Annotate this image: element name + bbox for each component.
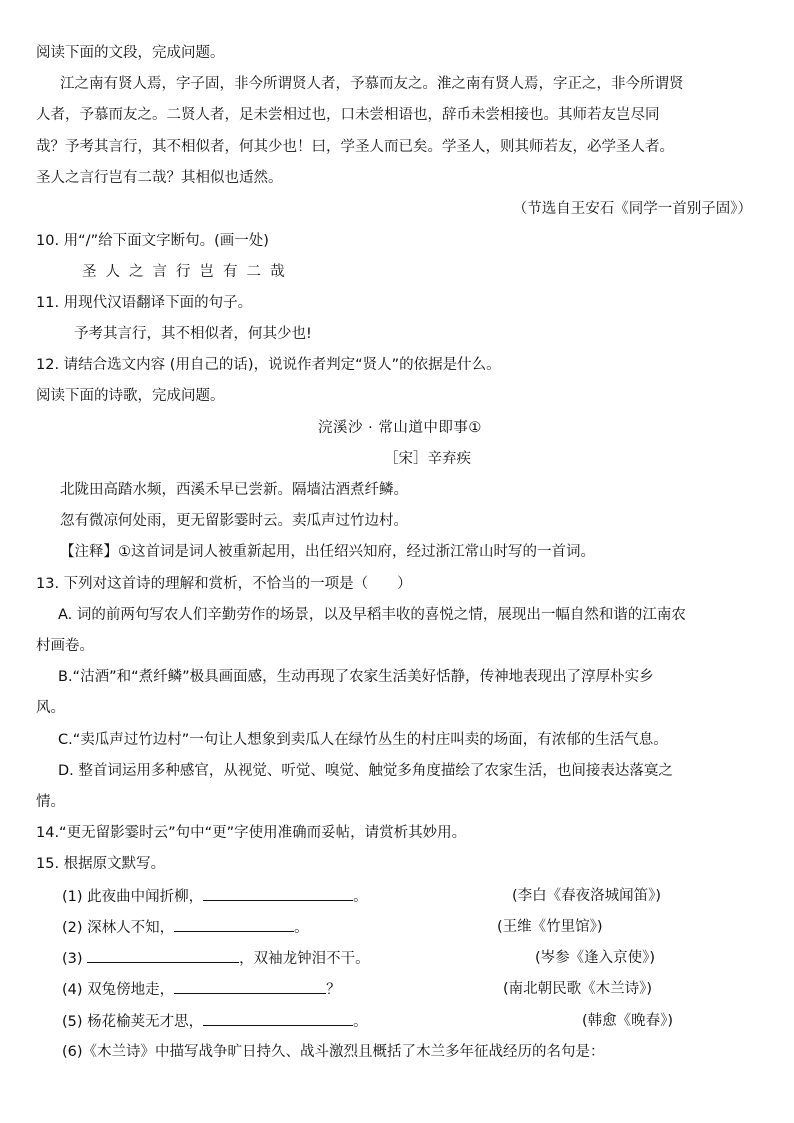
q14-prompt: 14.“更无留影霎时云”句中“更”字使用准确而妥帖，请赏析其妙用。 — [36, 825, 467, 841]
poem-note-label: 【注释】 — [60, 544, 118, 560]
q10-prompt: 10. 用“/”给下面文字断句。(画一处) — [36, 233, 269, 249]
passage1-intro: 阅读下面的文段，完成问题。 — [36, 45, 225, 61]
q15-item-5 — [62, 1011, 368, 1032]
q15-item-2 — [62, 917, 309, 938]
item-before: 双兔傍地走， — [87, 982, 175, 998]
passage1-line: 哉？予考其言行，其不相似者，何其少也！曰，学圣人而已矣。学圣人，则其师若友，必学圣人者。 — [36, 139, 674, 155]
item-after: 。 — [353, 1014, 368, 1030]
q13-option-c: C.“卖瓜声过竹边村”一句让人想象到卖瓜人在绿竹丛生的村庄叫卖的场面，有浓郁的生活气息。 — [58, 732, 668, 748]
q15-item-1-source: (李白《春夜洛城闻笛》) — [512, 888, 662, 904]
item-after: 。 — [353, 889, 368, 905]
item-after: ，双袖龙钟泪不干。 — [239, 951, 370, 967]
item-number: (5) — [62, 1014, 83, 1030]
item-after: ？ — [326, 982, 341, 998]
q15-item-6: (6)《木兰诗》中描写战争旷日持久、战斗激烈且概括了木兰多年征战经历的名句是： — [62, 1044, 605, 1060]
passage1-source: （节选自王安石《同学一首别子固》） — [512, 201, 752, 217]
q13-option-a-cont: 村画卷。 — [36, 638, 94, 654]
q13-option-d-cont: 情。 — [36, 794, 65, 810]
item-number: (3) — [62, 951, 83, 967]
item-number: (2) — [62, 920, 83, 936]
poem-author: ［宋］辛弃疾 — [384, 451, 471, 467]
poem-intro: 阅读下面的诗歌，完成问题。 — [36, 388, 225, 404]
q15-item-1 — [62, 886, 368, 907]
poem-note-text: ①这首词是词人被重新起用，出任绍兴知府，经过浙江常山时写的一首词。 — [118, 544, 595, 560]
q15-item-4-source: (南北朝民歌《木兰诗》) — [503, 981, 653, 997]
answer-blank[interactable] — [203, 886, 353, 901]
q11-text: 予考其言行，其不相似者，何其少也! — [74, 326, 312, 342]
q15-item-4 — [62, 979, 341, 1000]
item-before: 深林人不知， — [87, 920, 175, 936]
q11-prompt: 11. 用现代汉语翻译下面的句子。 — [36, 295, 253, 311]
poem-title: 浣溪沙 · 常山道中即事① — [318, 420, 482, 436]
item-number: (1) — [62, 889, 83, 905]
poem-line: 忽有微凉何处雨，更无留影霎时云。卖瓜声过竹边村。 — [60, 513, 408, 529]
q13-option-a: A. 词的前两句写农人们辛勤劳作的场景，以及早稻丰收的喜悦之情，展现出一幅自然和谐的江南农 — [58, 607, 686, 623]
answer-blank[interactable] — [87, 948, 239, 963]
item-before: 此夜曲中闻折柳， — [87, 889, 204, 905]
q13-option-d: D. 整首词运用多种感官，从视觉、听觉、嗅觉、触觉多角度描绘了农家生活，也间接表达落寞之 — [58, 763, 673, 779]
q12-prompt: 12. 请结合选文内容 (用自己的话)，说说作者判定“贤人”的依据是什么。 — [36, 357, 501, 373]
passage1-line: 江之南有贤人焉，字子固，非今所谓贤人者，予慕而友之。淮之南有贤人焉，字正之，非今所谓贤 — [60, 76, 684, 92]
q15-item-3-source: (岑参《逢入京使》) — [535, 950, 656, 966]
poem-line: 北陇田高踏水频，西溪禾早已尝新。隔墙沽酒煮纤鳞。 — [60, 482, 408, 498]
q13-option-b-cont: 风。 — [36, 700, 65, 716]
q13-prompt: 13. 下列对这首诗的理解和赏析，不恰当的一项是（ ） — [36, 576, 412, 592]
q15-item-3 — [62, 948, 370, 969]
answer-blank[interactable] — [174, 979, 326, 994]
item-after: 。 — [294, 920, 309, 936]
q15-item-5-source: (韩愈《晚春》) — [582, 1013, 674, 1029]
item-before: 杨花榆荚无才思， — [87, 1014, 204, 1030]
passage1-line: 人者，予慕而友之。二贤人者，足未尝相过也，口未尝相语也，辞币未尝相接也。其师若友岂尽同 — [36, 107, 660, 123]
q15-prompt: 15. 根据原文默写。 — [36, 856, 166, 872]
passage1-line: 圣人之言行岂有二哉？其相似也适然。 — [36, 170, 283, 186]
q15-item-2-source: (王维《竹里馆》) — [497, 919, 603, 935]
item-number: (4) — [62, 982, 83, 998]
q10-text: 圣人之言行岂有二哉 — [82, 264, 294, 280]
q13-option-b: B.“沽酒”和“煮纤鳞”极具画面感，生动再现了农家生活美好恬静，传神地表现出了淳厚朴实乡 — [58, 669, 654, 685]
poem-note — [60, 542, 595, 562]
answer-blank[interactable] — [174, 917, 294, 932]
answer-blank[interactable] — [203, 1011, 353, 1026]
